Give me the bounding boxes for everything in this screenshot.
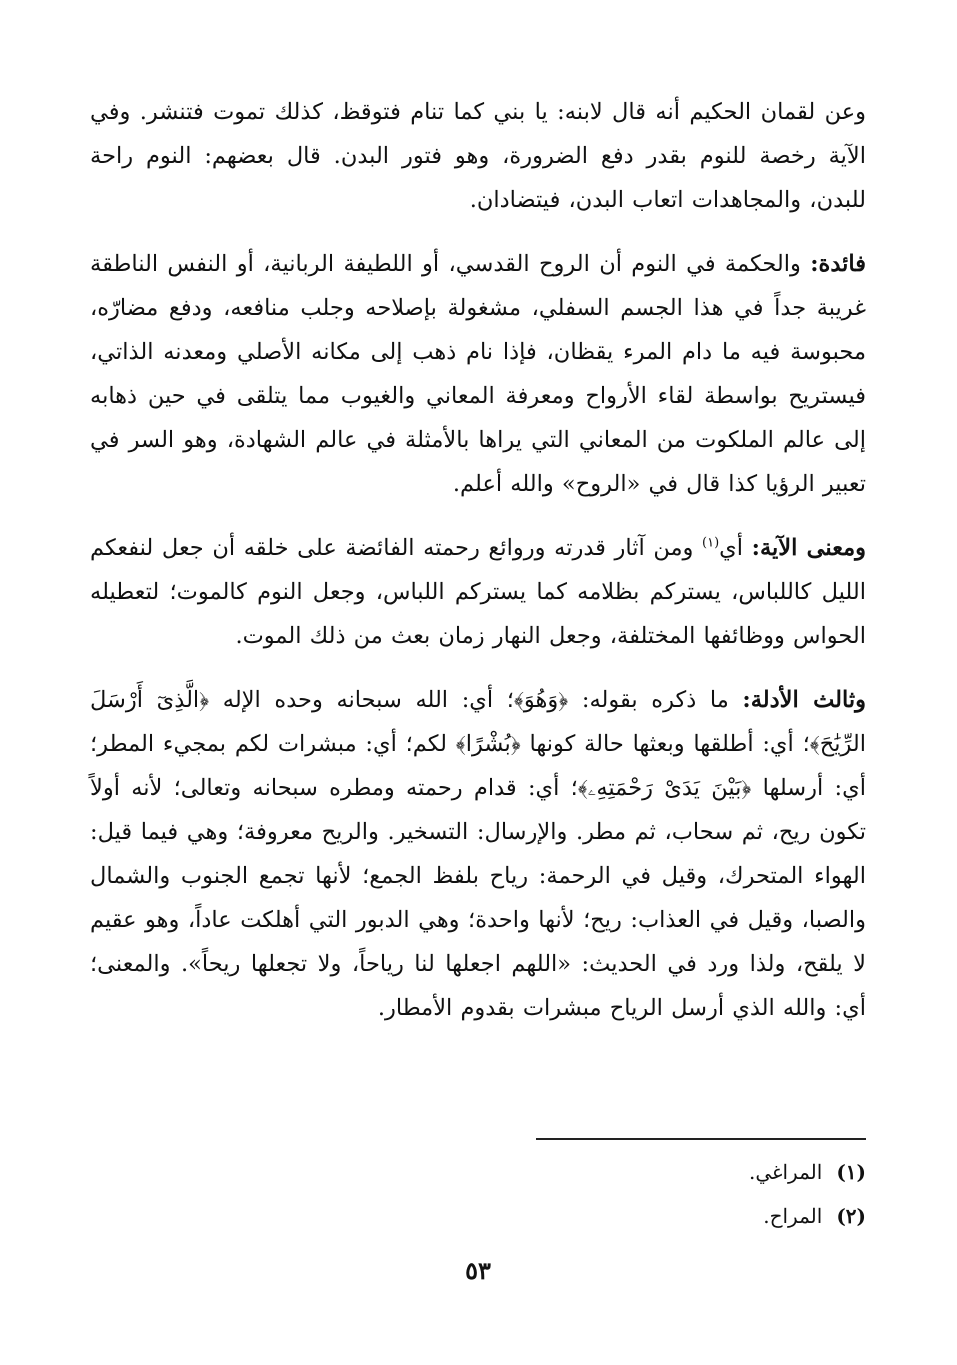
page-number: ٥٣: [465, 1256, 491, 1285]
paragraph-text: والحكمة في النوم أن الروح القدسي، أو اللطيفة الربانية، أو النفس الناطقة غريبة جداً في هذا الجسم السفلي، مشغولة بإصلاحه وجلب منافعه، ودفع مضارّه، محبوسة فيه ما دام المرء يقظان، فإذا نام ذهب إلى مكانه الأصلي ومعدنه الذاتي، فيستريح بواسطة لقاء الأرواح ومعرفة المعاني والغيوب مما يتلقى في حين ذهابه إلى عالم الملكوت من المعاني التي يراها بالأمثلة في عالم الشهادة، وهو السر في تعبير الرؤيا كذا قال في «الروح» والله أعلم.: [90, 251, 866, 497]
paragraph-text: ما ذكره بقوله: ﴿وَهُوَ﴾؛ أي: الله سبحانه وحده الإله ﴿الَّذِىٓ أَرْسَلَ الرِّيَٰحَ﴾؛ أي: أطلقها وبعثها حالة كونها ﴿بُشْرًا﴾ لكم؛ أي: مبشرات لكم بمجيء المطر؛ أي: أرسلها ﴿بَيْنَ يَدَىْ رَحْمَتِهِۦ﴾؛ أي: قدام رحمته ومطره سبحانه وتعالى؛ لأنه أولاً تكون ريح، ثم سحاب، ثم مطر. والإرسال: التسخير. والريح معروفة؛ وهي فيما قيل: الهواء المتحرك، وقيل في الرحمة: رياح بلفظ الجمع؛ لأنها تجمع الجنوب والشمال والصبا، وقيل في العذاب: ريح؛ لأنها واحدة؛ وهي الدبور التي أهلكت عاداً، وهو عقيم لا يلقح، ولذا ورد في الحديث: «اللهم اجعلها لنا رياحاً، ولا تجعلها ريحاً». والمعنى؛ أي: والله الذي أرسل الرياح مبشرات بقدوم الأمطار.: [90, 687, 866, 1021]
paragraph-lead: وثالث الأدلة:: [742, 687, 867, 713]
footnote-item: [366, 1152, 866, 1192]
paragraph-text: وعن لقمان الحكيم أنه قال لابنه: يا بني كما تنام فتوقظ، كذلك تموت فتنشر. وفي الآية رخصة للنوم بقدر دفع الضرورة، وهو فتور البدن. قال بعضهم: النوم راحة للبدن، والمجاهدات اتعاب البدن، فيتضادان.: [90, 99, 866, 213]
footnote-divider: [536, 1138, 866, 1140]
footnote-text: المراح.: [763, 1204, 823, 1228]
footnotes: [366, 1152, 866, 1240]
footnote-item: [366, 1196, 866, 1236]
footnote-reference[interactable]: (١): [702, 535, 720, 551]
paragraph-third-evidence: [90, 678, 866, 1030]
paragraph-benefit: [90, 242, 866, 506]
paragraph-text-before-ref: أي: [719, 535, 752, 561]
paragraph-text: ومن آثار قدرته وروائع رحمته الفائضة على خلقه أن جعل لنفعكم الليل كاللباس، يستركم بظلامه كما يستركم اللباس، وجعل النوم كالموت؛ لتعطيله الحواس ووظائفها المختلفة، وجعل النهار زمان بعث من ذلك الموت.: [90, 535, 866, 649]
paragraph-lead: فائدة:: [810, 251, 866, 277]
document-page: [90, 90, 866, 1290]
footnote-number: (٢): [836, 1204, 866, 1228]
paragraph-lead: ومعنى الآية:: [751, 535, 866, 561]
footnote-number: (١): [836, 1160, 866, 1184]
footnote-text: المراغي.: [749, 1160, 823, 1184]
paragraph-luqman: [90, 90, 866, 222]
paragraph-verse-meaning: [90, 526, 866, 658]
